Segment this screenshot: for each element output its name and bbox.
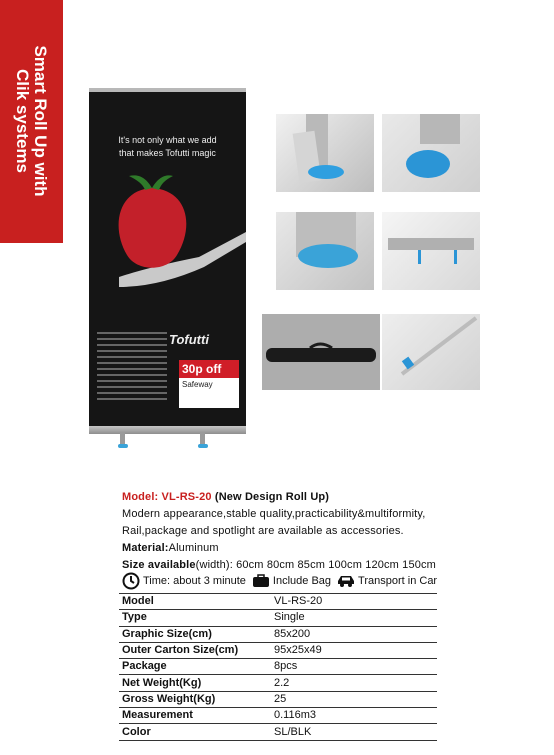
spec-label: Net Weight(Kg) (119, 675, 271, 691)
spec-value: 8pcs (271, 659, 437, 675)
model-note: (New Design Roll Up) (214, 491, 330, 503)
clock-icon (122, 572, 140, 590)
promo-title: 30p off (179, 360, 239, 378)
table-row (119, 691, 437, 707)
banner-base (89, 426, 246, 434)
spec-label: Outer Carton Size(cm) (119, 642, 271, 658)
sidebar-banner (0, 0, 63, 243)
spec-label: Color (119, 724, 271, 740)
banner-body-text (97, 332, 167, 404)
photo-endcap-detail (382, 114, 480, 192)
feature-time: Time: about 3 minute (143, 575, 246, 587)
car-icon (337, 572, 355, 590)
description-line-2: Rail,package and spotlight are available as accessories. (122, 525, 404, 537)
spec-value: Single (271, 610, 437, 626)
feature-row (122, 572, 443, 590)
table-row (119, 724, 437, 740)
spec-value: 0.116m3 (271, 708, 437, 724)
rollup-banner-image (89, 88, 246, 428)
feature-car: Transport in Car (358, 575, 438, 587)
table-row (119, 708, 437, 724)
spec-table (119, 593, 437, 741)
table-row (119, 610, 437, 626)
photo-pole-assembly (382, 314, 480, 390)
spec-value: SL/BLK (271, 724, 437, 740)
model-heading (122, 489, 452, 506)
photo-carry-bag (262, 314, 380, 390)
photo-base-rail (382, 212, 480, 290)
spec-value: 85x200 (271, 626, 437, 642)
spec-value: 2.2 (271, 675, 437, 691)
spec-label: Type (119, 610, 271, 626)
promo-sub: Safeway (182, 380, 213, 389)
spec-value: 95x25x49 (271, 642, 437, 658)
size-label: Size available (122, 559, 196, 571)
banner-headline: It's not only what we add that makes Tofutti magic (118, 135, 217, 158)
material-value: Aluminum (168, 542, 219, 554)
spec-value: 25 (271, 691, 437, 707)
spec-label: Measurement (119, 708, 271, 724)
table-row (119, 659, 437, 675)
photo-poles-detail (276, 114, 374, 192)
bag-icon (252, 572, 270, 590)
sidebar-title: Smart Roll Up with Clik systems (13, 45, 50, 197)
spec-label: Graphic Size(cm) (119, 626, 271, 642)
strawberry-image (107, 170, 197, 280)
size-value: (width): 60cm 80cm 85cm 100cm 120cm 150cm (195, 559, 436, 571)
table-row (119, 642, 437, 658)
foot-cap-right (198, 444, 208, 448)
material-line (122, 540, 452, 557)
spec-label: Model (119, 594, 271, 610)
banner-brand: Tofutti (169, 332, 209, 347)
banner-promo (179, 360, 239, 408)
spec-value: VL-RS-20 (271, 594, 437, 610)
description-line-1: Modern appearance,stable quality,practicability&multiformity, (122, 508, 426, 520)
product-description (122, 489, 452, 574)
table-row (119, 626, 437, 642)
feature-bag: Include Bag (272, 575, 332, 587)
foot-cap-left (118, 444, 128, 448)
table-row (119, 675, 437, 691)
material-label: Material: (122, 542, 169, 554)
photo-tube-end (276, 212, 374, 290)
table-row (119, 594, 437, 610)
spec-label: Gross Weight(Kg) (119, 691, 271, 707)
spec-label: Package (119, 659, 271, 675)
model-label: Model: VL-RS-20 (122, 491, 212, 503)
